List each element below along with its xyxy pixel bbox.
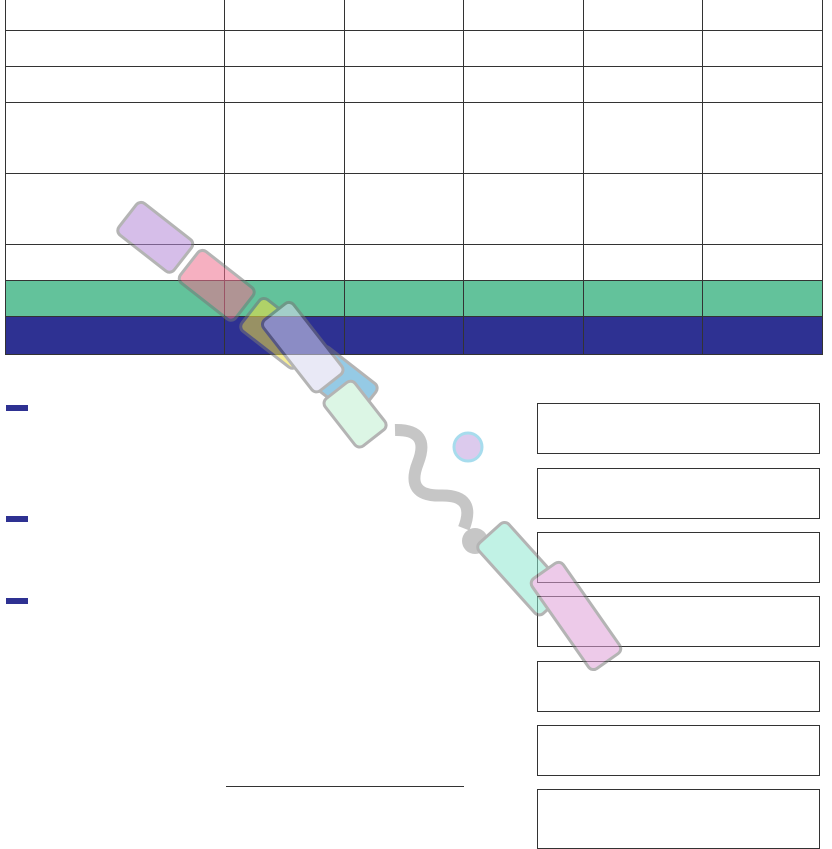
price-cell [225,245,345,281]
price-cell [703,281,823,317]
row-label [6,31,225,67]
price-row-booking [6,0,823,31]
price-row-allocation [6,67,823,103]
price-cell [344,317,464,355]
discount-heading [6,516,28,522]
row-label [6,245,225,281]
pre-launch-prices-row [6,281,823,317]
terms-heading [6,598,28,604]
price-cell [703,174,823,245]
price-cell [344,245,464,281]
price-table [5,0,823,355]
price-cell [464,245,584,281]
price-cell [583,31,703,67]
row-label [6,174,225,245]
price-row-confirmation [6,31,823,67]
price-cell [464,317,584,355]
signature-line[interactable] [226,786,464,787]
price-cell [703,0,823,31]
total-cost-field[interactable] [537,661,820,712]
extra-charges-heading [6,405,28,411]
price-cell [464,0,584,31]
price-cell [464,103,584,174]
half-yearly-installments-row [6,174,823,245]
price-cell [225,31,345,67]
size-field[interactable] [537,532,820,583]
price-cell [344,103,464,174]
price-cell [464,31,584,67]
monthly-installments-row [6,103,823,174]
launching-prices-row [6,317,823,355]
price-cell [583,174,703,245]
on-possession-row [6,245,823,281]
price-cell [583,0,703,31]
price-cell [225,174,345,245]
row-label [6,103,225,174]
price-cell [225,67,345,103]
price-cell [583,67,703,103]
row-label [6,281,225,317]
booked-by-field[interactable] [537,725,820,776]
price-cell [225,0,345,31]
price-cell [703,31,823,67]
price-cell [703,67,823,103]
price-cell [583,245,703,281]
row-label [6,0,225,31]
price-cell [225,281,345,317]
price-cell [583,317,703,355]
price-cell [583,103,703,174]
category-field[interactable] [537,596,820,647]
price-cell [344,31,464,67]
price-cell [703,103,823,174]
price-cell [225,317,345,355]
price-cell [344,281,464,317]
price-cell [464,67,584,103]
plot-no-field[interactable] [537,468,820,519]
name-field[interactable] [537,403,820,454]
price-cell [344,174,464,245]
price-cell [703,317,823,355]
row-label [6,317,225,355]
date-field[interactable] [537,789,820,849]
row-label [6,67,225,103]
price-cell [225,103,345,174]
price-cell [464,281,584,317]
price-cell [344,67,464,103]
price-cell [464,174,584,245]
price-cell [583,281,703,317]
price-cell [703,245,823,281]
price-cell [344,0,464,31]
